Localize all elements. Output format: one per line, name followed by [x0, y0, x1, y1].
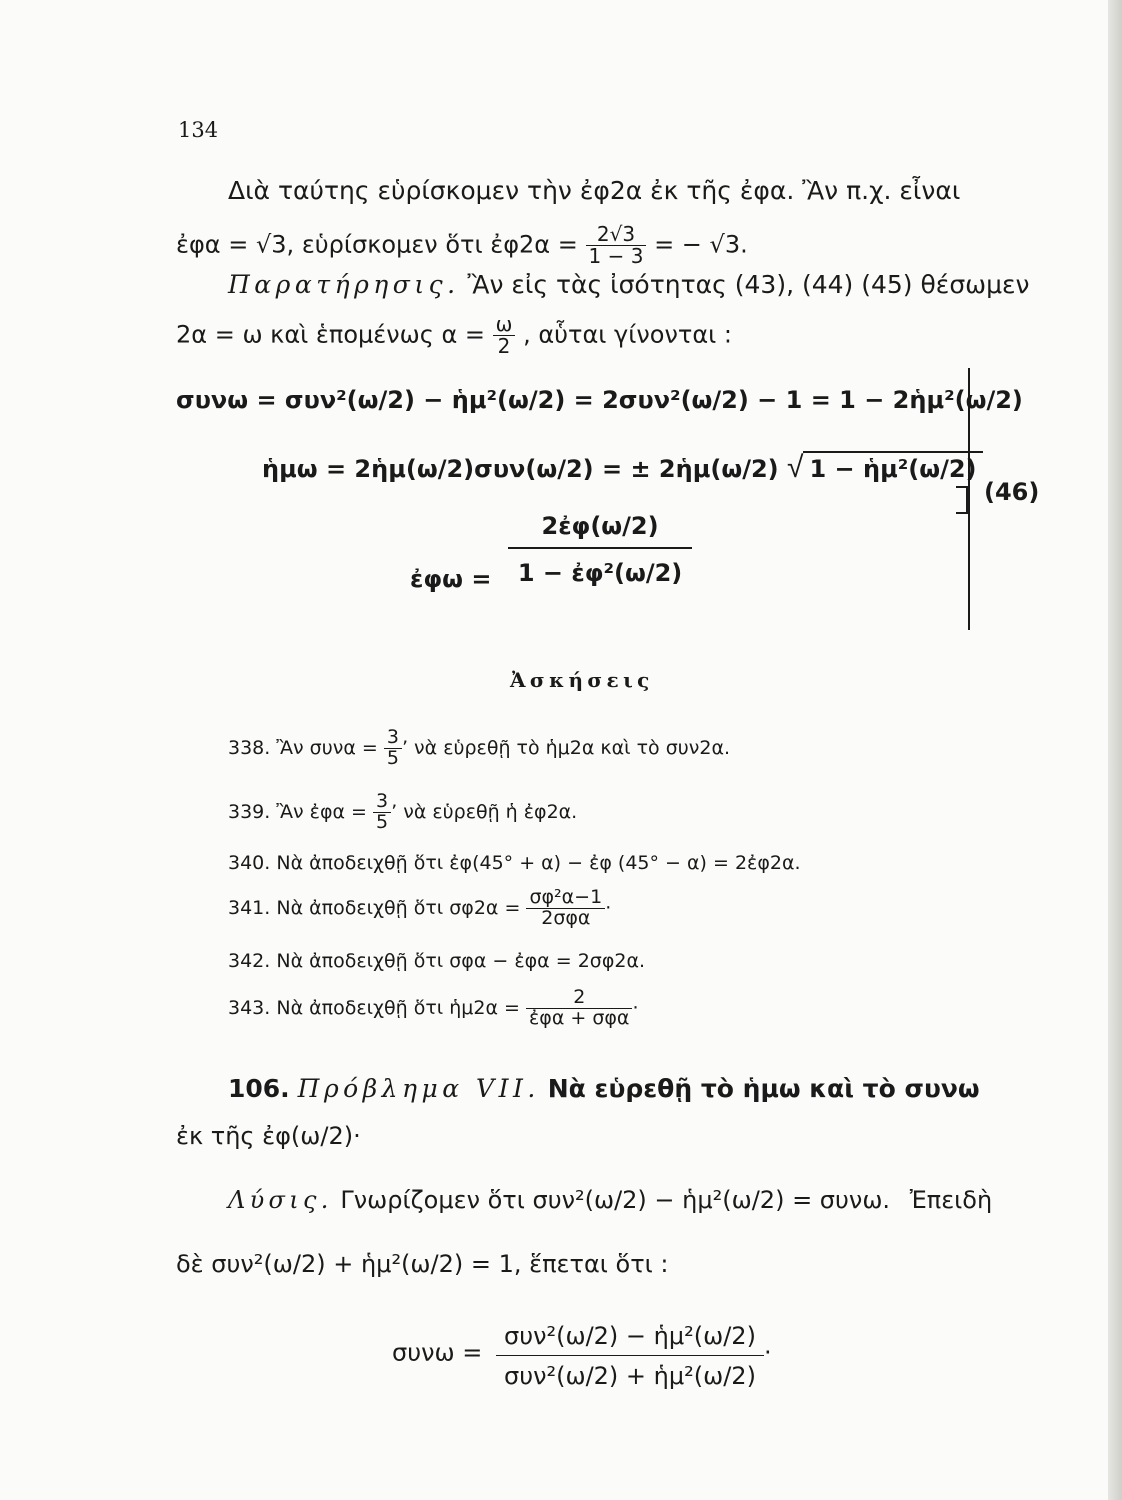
remark-fraction-den: 2 — [493, 335, 516, 357]
intro-line-1: Διὰ ταύτης εὑρίσκομεν τὴν ἐφ2α ἐκ τῆς ἐφα. Ἂν π.χ. εἶναι — [228, 176, 961, 205]
solution-line-2: δὲ συν²(ω/2) + ἡμ²(ω/2) = 1, ἕπεται ὅτι : — [176, 1250, 669, 1278]
formula-tan-fraction — [508, 506, 692, 586]
exercise-text-a: Νὰ ἀποδειχθῇ ὅτι σφ2α = — [276, 896, 521, 919]
exercise-number: 342. — [228, 950, 271, 972]
exercise-text-a: Νὰ ἀποδειχθῇ ὅτι ἡμ2α = — [276, 996, 520, 1019]
intro-fraction-den: 1 − 3 — [586, 245, 647, 267]
final-num: συν²(ω/2) − ἡμ²(ω/2) — [503, 1322, 756, 1350]
formula-sin — [262, 450, 983, 485]
exercise-text-b: ’ νὰ εὑρεθῇ τὸ ἡμ2α καὶ τὸ συν2α. — [401, 736, 731, 759]
exercise-text: Νὰ ἀποδειχθῇ ὅτι σφα − ἐφα = 2σφ2α. — [276, 950, 646, 972]
exercises-title: Ἀσκήσεις — [510, 668, 654, 692]
intro-line-2-right: = − √3. — [654, 230, 748, 259]
remark-line-1 — [228, 270, 1029, 299]
intro-fraction-num: 2√3 — [596, 222, 636, 246]
remark-fraction — [493, 314, 516, 357]
exercise-number: 339. — [228, 800, 271, 823]
formula-brace — [968, 368, 980, 630]
fraction-num: 3 — [386, 726, 399, 748]
radical-sign: √ — [787, 450, 804, 485]
formula-tan-num: 2ἐφ(ω/2) — [541, 512, 659, 540]
problem-label: Πρόβλημα VII. — [297, 1074, 540, 1103]
exercise-342 — [228, 950, 645, 972]
exercise-text-a: Ἂν συνα = — [276, 736, 378, 759]
intro-line-2-left: ἐφα = √3, εὑρίσκομεν ὅτι ἐφ2α = — [176, 230, 578, 259]
formula-tan-left: ἐφω = — [410, 565, 492, 594]
remark-text: Ἂν εἰς τὰς ἰσότητας (43), (44) (45) θέσωμεν — [467, 270, 1030, 299]
remark-label: Παρατήρησις. — [228, 270, 460, 299]
exercise-text-b: ’ νὰ εὑρεθῇ ἡ ἐφ2α. — [391, 800, 578, 823]
intro-line-2 — [176, 224, 748, 267]
formula-sin-left: ἡμω = 2ἡμ(ω/2)συν(ω/2) = ± 2ἡμ(ω/2) — [262, 455, 779, 483]
remark-line-2 — [176, 314, 732, 357]
solution-label: Λύσις. — [228, 1186, 333, 1214]
fraction-den: 5 — [373, 812, 391, 833]
page-edge — [1108, 0, 1122, 1500]
final-den: συν²(ω/2) + ἡμ²(ω/2) — [496, 1355, 764, 1389]
fraction-num: 3 — [376, 790, 389, 812]
exercise-number: 343. — [228, 996, 271, 1019]
solution-final-formula — [392, 1318, 772, 1389]
exercise-340 — [228, 852, 801, 874]
fraction-num: 2 — [573, 986, 586, 1008]
remark-line-2-right: , αὗται γίνονται : — [523, 320, 732, 349]
final-end: · — [763, 1338, 772, 1367]
fraction-den: 5 — [384, 748, 402, 769]
problem-title: Νὰ εὑρεθῇ τὸ ἡμω καὶ τὸ συνω — [547, 1074, 980, 1103]
formula-sin-radicand: 1 − ἡμ²(ω/2) — [803, 451, 982, 483]
exercise-number: 338. — [228, 736, 271, 759]
solution-line-1 — [228, 1186, 992, 1214]
problem-heading — [228, 1074, 980, 1103]
exercise-fraction — [526, 988, 632, 1029]
formula-number: (46) — [984, 478, 1040, 506]
final-left: συνω = — [392, 1338, 483, 1367]
remark-line-2-left: 2α = ω καὶ ἑπομένως α = — [176, 320, 486, 349]
exercise-339 — [228, 792, 577, 833]
fraction-num: σφ²α−1 — [529, 886, 603, 908]
formula-cos: συνω = συν²(ω/2) − ἡμ²(ω/2) = 2συν²(ω/2) − 1 = 1 − 2ἡμ²(ω/2) — [176, 386, 1023, 414]
exercise-338 — [228, 728, 730, 769]
exercise-fraction — [373, 792, 391, 833]
exercise-text-b: · — [632, 996, 639, 1019]
exercise-fraction — [384, 728, 402, 769]
exercise-text: Νὰ ἀποδειχθῇ ὅτι ἐφ(45° + α) − ἐφ (45° − α) = 2ἐφ2α. — [276, 852, 801, 874]
intro-fraction — [586, 224, 647, 267]
formula-tan-den: 1 − ἐφ²(ω/2) — [508, 547, 692, 586]
fraction-den: ἐφα + σφα — [526, 1008, 632, 1029]
exercise-number: 340. — [228, 852, 271, 874]
solution-text-b: Ἐπειδὴ — [909, 1186, 993, 1214]
exercise-341 — [228, 888, 611, 929]
solution-text-a: Γνωρίζομεν ὅτι συν²(ω/2) − ἡμ²(ω/2) = συνω. — [340, 1186, 891, 1214]
final-fraction — [496, 1318, 764, 1389]
page-number: 134 — [178, 118, 219, 142]
exercise-343 — [228, 988, 639, 1029]
exercise-fraction — [526, 888, 605, 929]
formula-tan — [410, 506, 692, 594]
exercise-text-a: Ἂν ἐφα = — [276, 800, 367, 823]
fraction-den: 2σφα — [526, 908, 605, 929]
exercise-text-b: · — [605, 896, 612, 919]
exercise-number: 341. — [228, 896, 271, 919]
remark-fraction-num: ω — [495, 312, 513, 336]
problem-number: 106. — [228, 1074, 290, 1103]
problem-title-line-2: ἐκ τῆς ἐφ(ω/2)· — [176, 1122, 361, 1150]
